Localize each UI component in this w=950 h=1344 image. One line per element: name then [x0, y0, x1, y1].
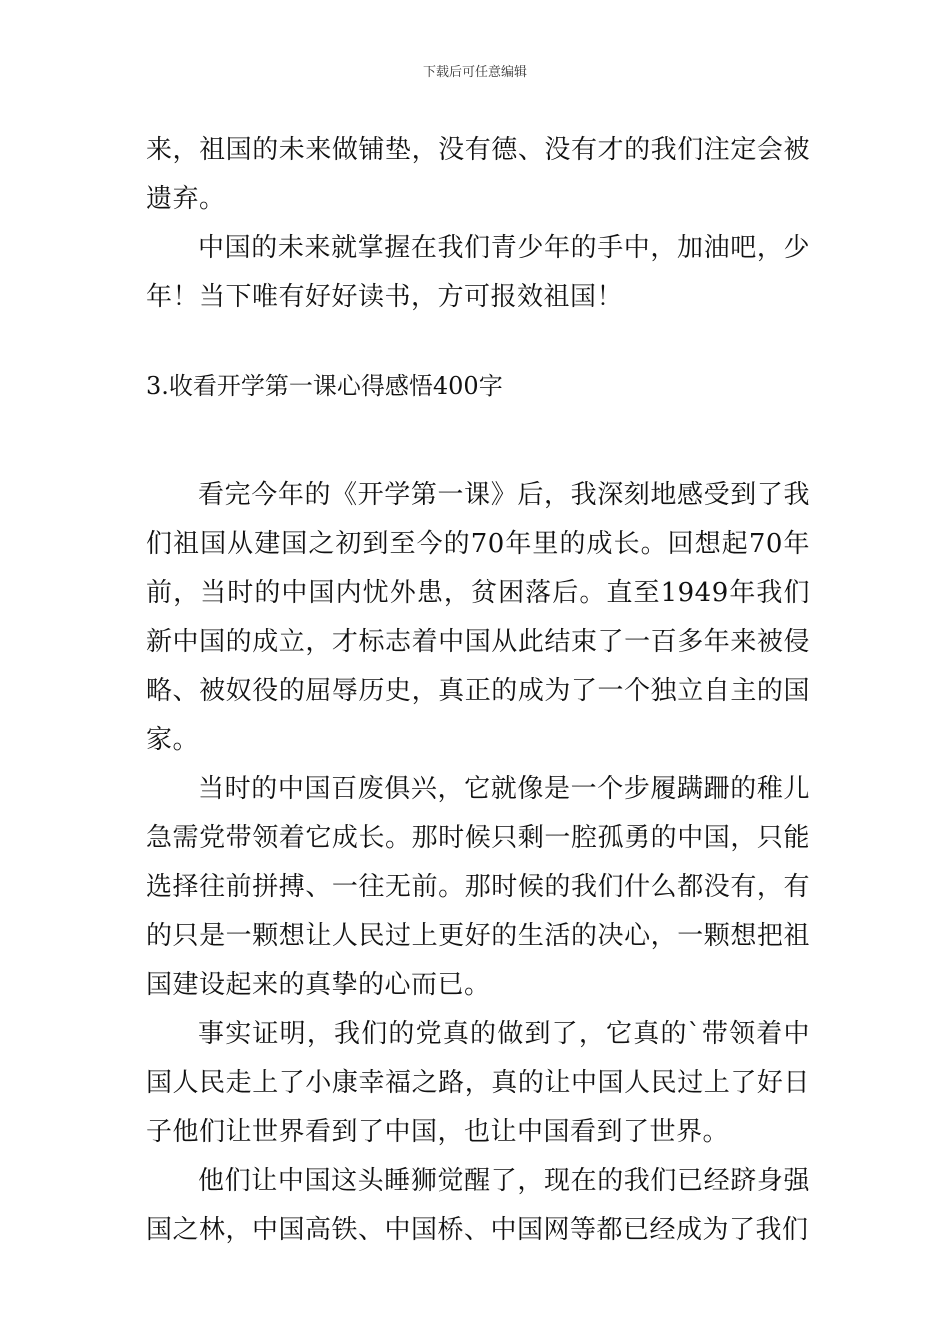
paragraph-early-days: 当时的中国百废俱兴，它就像是一个步履蹒跚的稚儿急需党带领着它成长。那时候只剩一腔孤勇的中国，只能选择往前拼搏、一往无前。那时候的我们什么都没有，有的只是一颗想让人民过上更好的生活的决心，一颗想把祖国建设起来的真挚的心而已。 [146, 774, 810, 1000]
paragraph-continuation: 来，祖国的未来做铺垫，没有德、没有才的我们注定会被遗弃。 [146, 135, 810, 214]
paragraph-party-leadership: 事实证明，我们的党真的做到了，它真的`带领着中国人民走上了小康幸福之路，真的让中国人民过上了好日子他们让世界看到了中国，也让中国看到了世界。 [146, 1019, 810, 1147]
spacer [146, 411, 810, 471]
section-heading: 3.收看开学第一课心得感悟400字 [146, 372, 503, 400]
document-body [146, 126, 810, 1255]
page-header-note: 下载后可任意编辑 [422, 65, 527, 80]
paragraph-awakening: 他们让中国这头睡狮觉醒了，现在的我们已经跻身强国之林，中国高铁、中国桥、中国网等都已经成为了我们 [146, 1166, 810, 1245]
spacer [146, 322, 810, 362]
paragraph-future: 中国的未来就掌握在我们青少年的手中，加油吧，少年！当下唯有好好读书，方可报效祖国！ [146, 233, 810, 312]
paragraph-opening: 看完今年的《开学第一课》后，我深刻地感受到了我们祖国从建国之初到至今的70年里的成长。回想起70年前，当时的中国内忧外患，贫困落后。直至1949年我们新中国的成立，才标志着中国从此结束了一百多年来被侵略、被奴役的屈辱历史，真正的成为了一个独立自主的国家。 [146, 480, 810, 755]
